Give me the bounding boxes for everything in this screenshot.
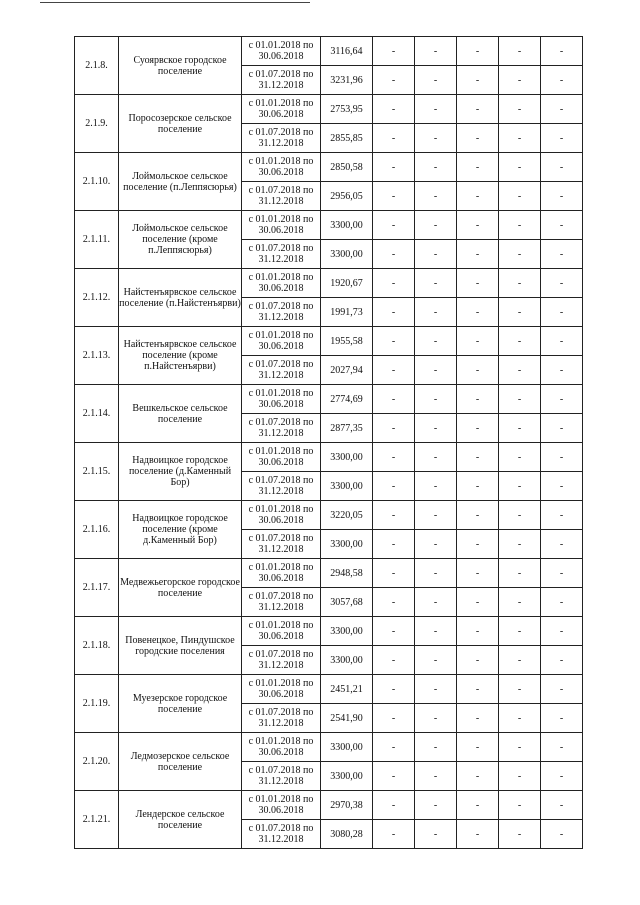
empty-value-dash: -: [499, 791, 541, 820]
period-cell: с 01.01.2018 по 30.06.2018: [242, 385, 321, 414]
empty-value-dash: -: [457, 646, 499, 675]
empty-value-dash: -: [457, 530, 499, 559]
tariff-value: 2850,58: [321, 153, 373, 182]
empty-value-dash: -: [499, 588, 541, 617]
empty-value-dash: -: [457, 327, 499, 356]
empty-value-dash: -: [415, 675, 457, 704]
tariff-value: 3220,05: [321, 501, 373, 530]
empty-value-dash: -: [415, 588, 457, 617]
period-cell: с 01.07.2018 по 31.12.2018: [242, 182, 321, 211]
empty-value-dash: -: [541, 356, 583, 385]
row-number: 2.1.20.: [75, 733, 119, 791]
empty-value-dash: -: [373, 617, 415, 646]
settlement-name: Медвежьегорское городское поселение: [119, 559, 242, 617]
row-number: 2.1.18.: [75, 617, 119, 675]
period-cell: с 01.01.2018 по 30.06.2018: [242, 269, 321, 298]
empty-value-dash: -: [415, 530, 457, 559]
period-cell: с 01.01.2018 по 30.06.2018: [242, 443, 321, 472]
empty-value-dash: -: [499, 733, 541, 762]
empty-value-dash: -: [373, 472, 415, 501]
empty-value-dash: -: [499, 240, 541, 269]
empty-value-dash: -: [373, 269, 415, 298]
empty-value-dash: -: [415, 211, 457, 240]
tariff-value: 2451,21: [321, 675, 373, 704]
empty-value-dash: -: [499, 385, 541, 414]
settlement-name: Вешкельское сельское поселение: [119, 385, 242, 443]
empty-value-dash: -: [499, 211, 541, 240]
period-cell: с 01.07.2018 по 31.12.2018: [242, 762, 321, 791]
empty-value-dash: -: [499, 327, 541, 356]
empty-value-dash: -: [415, 66, 457, 95]
empty-value-dash: -: [415, 240, 457, 269]
empty-value-dash: -: [415, 95, 457, 124]
empty-value-dash: -: [457, 443, 499, 472]
row-number: 2.1.12.: [75, 269, 119, 327]
empty-value-dash: -: [541, 414, 583, 443]
empty-value-dash: -: [541, 617, 583, 646]
empty-value-dash: -: [415, 182, 457, 211]
empty-value-dash: -: [457, 182, 499, 211]
empty-value-dash: -: [373, 211, 415, 240]
empty-value-dash: -: [499, 124, 541, 153]
settlement-name: Надвоицкое городское поселение (кроме д.Каменный Бор): [119, 501, 242, 559]
tariff-value: 1920,67: [321, 269, 373, 298]
empty-value-dash: -: [499, 501, 541, 530]
tariff-value: 1991,73: [321, 298, 373, 327]
tariff-value: 3300,00: [321, 733, 373, 762]
period-cell: с 01.07.2018 по 31.12.2018: [242, 124, 321, 153]
empty-value-dash: -: [499, 182, 541, 211]
period-cell: с 01.01.2018 по 30.06.2018: [242, 617, 321, 646]
tariff-value: 3300,00: [321, 472, 373, 501]
empty-value-dash: -: [541, 327, 583, 356]
empty-value-dash: -: [415, 559, 457, 588]
tariff-value: 3300,00: [321, 762, 373, 791]
table-row: [75, 501, 583, 530]
empty-value-dash: -: [499, 559, 541, 588]
empty-value-dash: -: [373, 95, 415, 124]
empty-value-dash: -: [373, 66, 415, 95]
empty-value-dash: -: [415, 646, 457, 675]
empty-value-dash: -: [457, 675, 499, 704]
period-cell: с 01.01.2018 по 30.06.2018: [242, 211, 321, 240]
period-cell: с 01.01.2018 по 30.06.2018: [242, 791, 321, 820]
period-cell: с 01.01.2018 по 30.06.2018: [242, 153, 321, 182]
empty-value-dash: -: [499, 704, 541, 733]
row-number: 2.1.10.: [75, 153, 119, 211]
tariff-value: 2956,05: [321, 182, 373, 211]
settlement-name: Лоймольское сельское поселение (п.Леппясюрья): [119, 153, 242, 211]
row-number: 2.1.15.: [75, 443, 119, 501]
empty-value-dash: -: [541, 182, 583, 211]
period-cell: с 01.07.2018 по 31.12.2018: [242, 240, 321, 269]
empty-value-dash: -: [541, 66, 583, 95]
period-cell: с 01.07.2018 по 31.12.2018: [242, 472, 321, 501]
empty-value-dash: -: [373, 704, 415, 733]
settlement-name: Повенецкое, Пиндушское городские поселения: [119, 617, 242, 675]
empty-value-dash: -: [415, 791, 457, 820]
empty-value-dash: -: [457, 559, 499, 588]
empty-value-dash: -: [373, 762, 415, 791]
empty-value-dash: -: [373, 443, 415, 472]
table-row: [75, 617, 583, 646]
empty-value-dash: -: [541, 124, 583, 153]
empty-value-dash: -: [499, 298, 541, 327]
period-cell: с 01.01.2018 по 30.06.2018: [242, 675, 321, 704]
table-row: [75, 327, 583, 356]
period-cell: с 01.01.2018 по 30.06.2018: [242, 37, 321, 66]
tariff-table-body: [75, 37, 583, 849]
empty-value-dash: -: [457, 472, 499, 501]
row-number: 2.1.17.: [75, 559, 119, 617]
period-cell: с 01.07.2018 по 31.12.2018: [242, 530, 321, 559]
empty-value-dash: -: [457, 385, 499, 414]
period-cell: с 01.07.2018 по 31.12.2018: [242, 298, 321, 327]
row-number: 2.1.19.: [75, 675, 119, 733]
table-row: [75, 95, 583, 124]
empty-value-dash: -: [415, 414, 457, 443]
empty-value-dash: -: [541, 675, 583, 704]
empty-value-dash: -: [457, 501, 499, 530]
empty-value-dash: -: [373, 356, 415, 385]
empty-value-dash: -: [541, 791, 583, 820]
empty-value-dash: -: [373, 298, 415, 327]
period-cell: с 01.07.2018 по 31.12.2018: [242, 66, 321, 95]
empty-value-dash: -: [541, 646, 583, 675]
empty-value-dash: -: [415, 820, 457, 849]
empty-value-dash: -: [415, 472, 457, 501]
empty-value-dash: -: [499, 617, 541, 646]
period-cell: с 01.01.2018 по 30.06.2018: [242, 559, 321, 588]
empty-value-dash: -: [373, 733, 415, 762]
period-cell: с 01.07.2018 по 31.12.2018: [242, 414, 321, 443]
row-number: 2.1.13.: [75, 327, 119, 385]
empty-value-dash: -: [541, 298, 583, 327]
empty-value-dash: -: [373, 530, 415, 559]
settlement-name: Суоярвское городское поселение: [119, 37, 242, 95]
empty-value-dash: -: [415, 269, 457, 298]
tariff-value: 2027,94: [321, 356, 373, 385]
empty-value-dash: -: [415, 617, 457, 646]
tariff-value: 2541,90: [321, 704, 373, 733]
empty-value-dash: -: [373, 153, 415, 182]
tariff-value: 2948,58: [321, 559, 373, 588]
row-number: 2.1.14.: [75, 385, 119, 443]
empty-value-dash: -: [415, 356, 457, 385]
empty-value-dash: -: [541, 530, 583, 559]
empty-value-dash: -: [541, 501, 583, 530]
empty-value-dash: -: [541, 443, 583, 472]
empty-value-dash: -: [457, 820, 499, 849]
empty-value-dash: -: [541, 559, 583, 588]
tariff-value: 2774,69: [321, 385, 373, 414]
period-cell: с 01.01.2018 по 30.06.2018: [242, 501, 321, 530]
settlement-name: Найстенъярвское сельское поселение (кроме п.Найстенъярви): [119, 327, 242, 385]
tariff-value: 3300,00: [321, 211, 373, 240]
empty-value-dash: -: [457, 414, 499, 443]
row-number: 2.1.11.: [75, 211, 119, 269]
empty-value-dash: -: [415, 385, 457, 414]
empty-value-dash: -: [499, 820, 541, 849]
tariff-value: 3300,00: [321, 530, 373, 559]
empty-value-dash: -: [415, 704, 457, 733]
empty-value-dash: -: [457, 37, 499, 66]
tariff-value: 3057,68: [321, 588, 373, 617]
empty-value-dash: -: [457, 240, 499, 269]
tariff-value: 2753,95: [321, 95, 373, 124]
empty-value-dash: -: [499, 443, 541, 472]
tariff-value: 3231,96: [321, 66, 373, 95]
empty-value-dash: -: [415, 153, 457, 182]
empty-value-dash: -: [415, 124, 457, 153]
settlement-name: Муезерское городское поселение: [119, 675, 242, 733]
empty-value-dash: -: [541, 240, 583, 269]
empty-value-dash: -: [457, 791, 499, 820]
table-row: [75, 675, 583, 704]
empty-value-dash: -: [373, 124, 415, 153]
empty-value-dash: -: [457, 66, 499, 95]
period-cell: с 01.07.2018 по 31.12.2018: [242, 356, 321, 385]
empty-value-dash: -: [541, 733, 583, 762]
empty-value-dash: -: [457, 588, 499, 617]
empty-value-dash: -: [457, 211, 499, 240]
empty-value-dash: -: [499, 414, 541, 443]
empty-value-dash: -: [415, 501, 457, 530]
empty-value-dash: -: [373, 559, 415, 588]
settlement-name: Лоймольское сельское поселение (кроме п.Леппясюрья): [119, 211, 242, 269]
empty-value-dash: -: [499, 530, 541, 559]
empty-value-dash: -: [499, 153, 541, 182]
tariff-value: 3080,28: [321, 820, 373, 849]
empty-value-dash: -: [499, 762, 541, 791]
settlement-name: Надвоицкое городское поселение (д.Каменный Бор): [119, 443, 242, 501]
period-cell: с 01.01.2018 по 30.06.2018: [242, 95, 321, 124]
table-row: [75, 733, 583, 762]
tariff-value: 3300,00: [321, 443, 373, 472]
empty-value-dash: -: [541, 211, 583, 240]
empty-value-dash: -: [373, 501, 415, 530]
empty-value-dash: -: [457, 733, 499, 762]
empty-value-dash: -: [373, 240, 415, 269]
empty-value-dash: -: [373, 37, 415, 66]
table-row: [75, 153, 583, 182]
tariff-value: 2855,85: [321, 124, 373, 153]
empty-value-dash: -: [373, 820, 415, 849]
table-row: [75, 37, 583, 66]
empty-value-dash: -: [373, 327, 415, 356]
period-cell: с 01.07.2018 по 31.12.2018: [242, 820, 321, 849]
tariff-value: 3116,64: [321, 37, 373, 66]
tariff-value: 3300,00: [321, 617, 373, 646]
period-cell: с 01.07.2018 по 31.12.2018: [242, 646, 321, 675]
empty-value-dash: -: [541, 37, 583, 66]
empty-value-dash: -: [499, 95, 541, 124]
empty-value-dash: -: [457, 762, 499, 791]
empty-value-dash: -: [541, 762, 583, 791]
top-rule: [40, 2, 310, 3]
empty-value-dash: -: [499, 269, 541, 298]
row-number: 2.1.16.: [75, 501, 119, 559]
empty-value-dash: -: [541, 153, 583, 182]
row-number: 2.1.8.: [75, 37, 119, 95]
tariff-value: 2877,35: [321, 414, 373, 443]
empty-value-dash: -: [457, 298, 499, 327]
empty-value-dash: -: [415, 327, 457, 356]
empty-value-dash: -: [499, 37, 541, 66]
empty-value-dash: -: [457, 153, 499, 182]
table-row: [75, 211, 583, 240]
settlement-name: Найстенъярвское сельское поселение (п.Найстенъярви): [119, 269, 242, 327]
empty-value-dash: -: [415, 762, 457, 791]
empty-value-dash: -: [373, 791, 415, 820]
empty-value-dash: -: [499, 472, 541, 501]
empty-value-dash: -: [457, 95, 499, 124]
empty-value-dash: -: [373, 182, 415, 211]
empty-value-dash: -: [541, 704, 583, 733]
empty-value-dash: -: [457, 124, 499, 153]
table-row: [75, 385, 583, 414]
period-cell: с 01.07.2018 по 31.12.2018: [242, 704, 321, 733]
empty-value-dash: -: [415, 443, 457, 472]
empty-value-dash: -: [457, 617, 499, 646]
period-cell: с 01.07.2018 по 31.12.2018: [242, 588, 321, 617]
empty-value-dash: -: [457, 704, 499, 733]
empty-value-dash: -: [415, 298, 457, 327]
empty-value-dash: -: [457, 269, 499, 298]
table-row: [75, 443, 583, 472]
empty-value-dash: -: [541, 95, 583, 124]
empty-value-dash: -: [541, 820, 583, 849]
empty-value-dash: -: [373, 588, 415, 617]
table-row: [75, 269, 583, 298]
empty-value-dash: -: [373, 646, 415, 675]
empty-value-dash: -: [499, 646, 541, 675]
empty-value-dash: -: [457, 356, 499, 385]
empty-value-dash: -: [415, 733, 457, 762]
tariff-table: [74, 36, 583, 849]
empty-value-dash: -: [541, 269, 583, 298]
period-cell: с 01.01.2018 по 30.06.2018: [242, 327, 321, 356]
settlement-name: Лендерское сельское поселение: [119, 791, 242, 849]
empty-value-dash: -: [373, 385, 415, 414]
tariff-value: 3300,00: [321, 240, 373, 269]
empty-value-dash: -: [499, 66, 541, 95]
empty-value-dash: -: [499, 356, 541, 385]
settlement-name: Поросозерское сельское поселение: [119, 95, 242, 153]
row-number: 2.1.21.: [75, 791, 119, 849]
table-row: [75, 559, 583, 588]
empty-value-dash: -: [373, 414, 415, 443]
empty-value-dash: -: [541, 472, 583, 501]
period-cell: с 01.01.2018 по 30.06.2018: [242, 733, 321, 762]
tariff-value: 3300,00: [321, 646, 373, 675]
tariff-value: 2970,38: [321, 791, 373, 820]
empty-value-dash: -: [415, 37, 457, 66]
tariff-value: 1955,58: [321, 327, 373, 356]
empty-value-dash: -: [541, 588, 583, 617]
empty-value-dash: -: [541, 385, 583, 414]
row-number: 2.1.9.: [75, 95, 119, 153]
table-row: [75, 791, 583, 820]
empty-value-dash: -: [499, 675, 541, 704]
empty-value-dash: -: [373, 675, 415, 704]
settlement-name: Ледмозерское сельское поселение: [119, 733, 242, 791]
